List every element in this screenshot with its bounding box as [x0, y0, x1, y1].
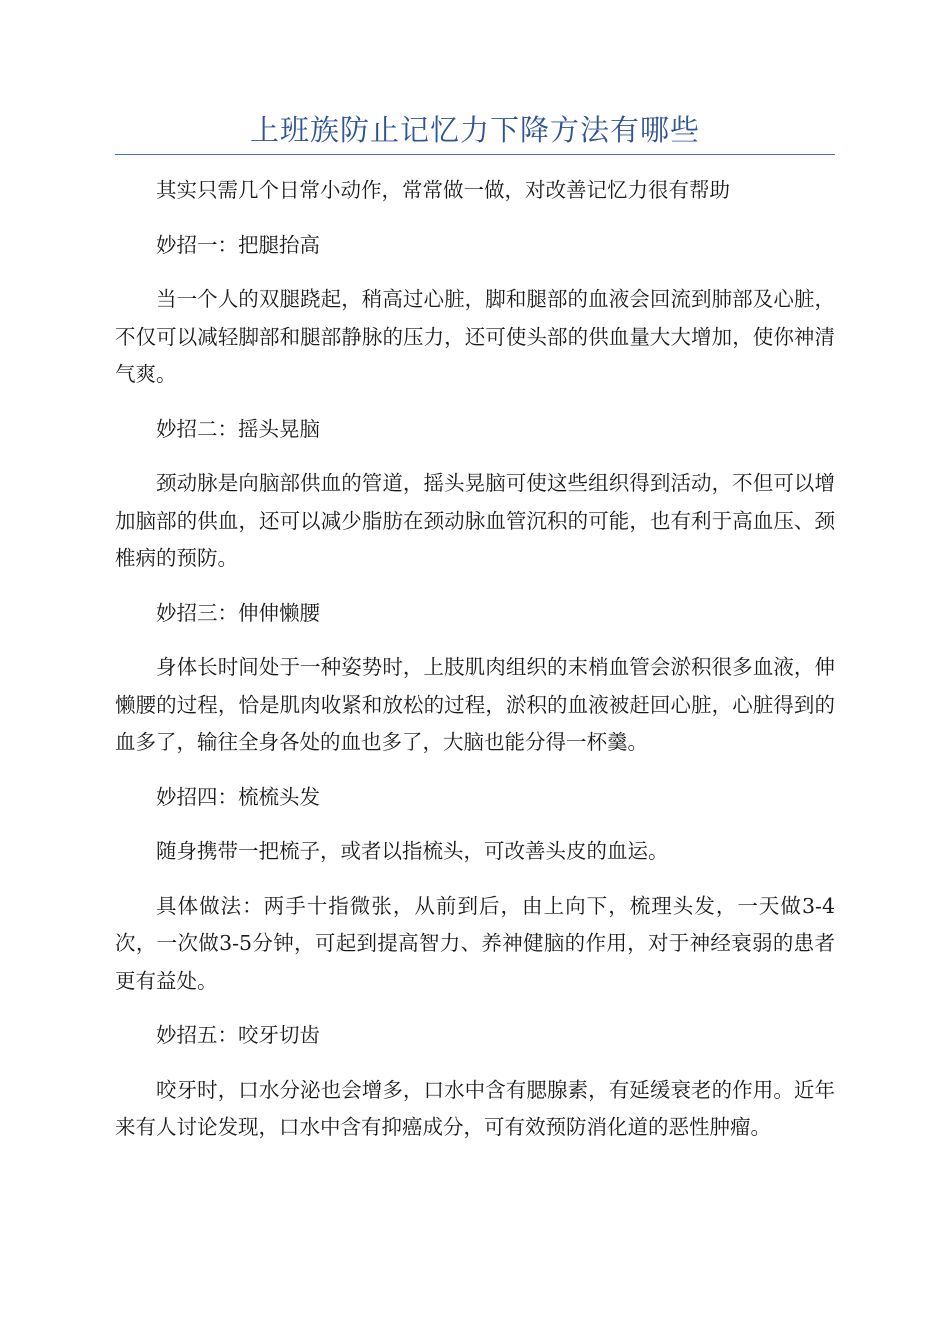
document-title: 上班族防止记忆力下降方法有哪些	[249, 113, 700, 147]
tip-4-method-paragraph: 具体做法：两手十指微张，从前到后，由上向下，梳理头发，一天做3-4次，一次做3-5分钟，可起到提高智力、养神健脑的作用，对于神经衰弱的患者更有益处。	[115, 893, 835, 993]
tip-2-heading: 妙招二：摇头晃脑	[156, 416, 320, 441]
tip-3-heading: 妙招三：伸伸懒腰	[156, 600, 320, 625]
tip-1-heading: 妙招一：把腿抬高	[156, 232, 320, 257]
tip-2-paragraph: 颈动脉是向脑部供血的管道，摇头晃脑可使这些组织得到活动，不但可以增加脑部的供血，还可以减少脂肪在颈动脉血管沉积的可能，也有利于高血压、颈椎病的预防。	[115, 471, 835, 570]
tip-5-paragraph: 咬牙时，口水分泌也会增多，口水中含有腮腺素，有延缓衰老的作用。近年来有人讨论发现，口水中含有抑癌成分，可有效预防消化道的恶性肿瘤。	[115, 1077, 835, 1139]
tip-3-paragraph: 身体长时间处于一种姿势时，上肢肌肉组织的末梢血管会淤积很多血液，伸懒腰的过程，恰是肌肉收紧和放松的过程，淤积的血液被赶回心脏，心脏得到的血多了，输往全身各处的血也多了，大脑也能分得一杯羹。	[115, 655, 835, 754]
tip-1-paragraph: 当一个人的双腿跷起，稍高过心脏，脚和腿部的血液会回流到肺部及心脏，不仅可以减轻脚部和腿部静脉的压力，还可使头部的供血量大大增加，使你神清气爽。	[115, 287, 835, 386]
title-underline	[115, 154, 835, 155]
document-body	[115, 172, 835, 1164]
tip-4-paragraph: 随身携带一把梳子，或者以指梳头，可改善头皮的血运。	[156, 839, 669, 863]
tip-5-heading: 妙招五：咬牙切齿	[156, 1023, 320, 1047]
intro-paragraph: 其实只需几个日常小动作，常常做一做，对改善记忆力很有帮助	[156, 178, 730, 202]
tip-4-heading: 妙招四：梳梳头发	[156, 784, 320, 809]
